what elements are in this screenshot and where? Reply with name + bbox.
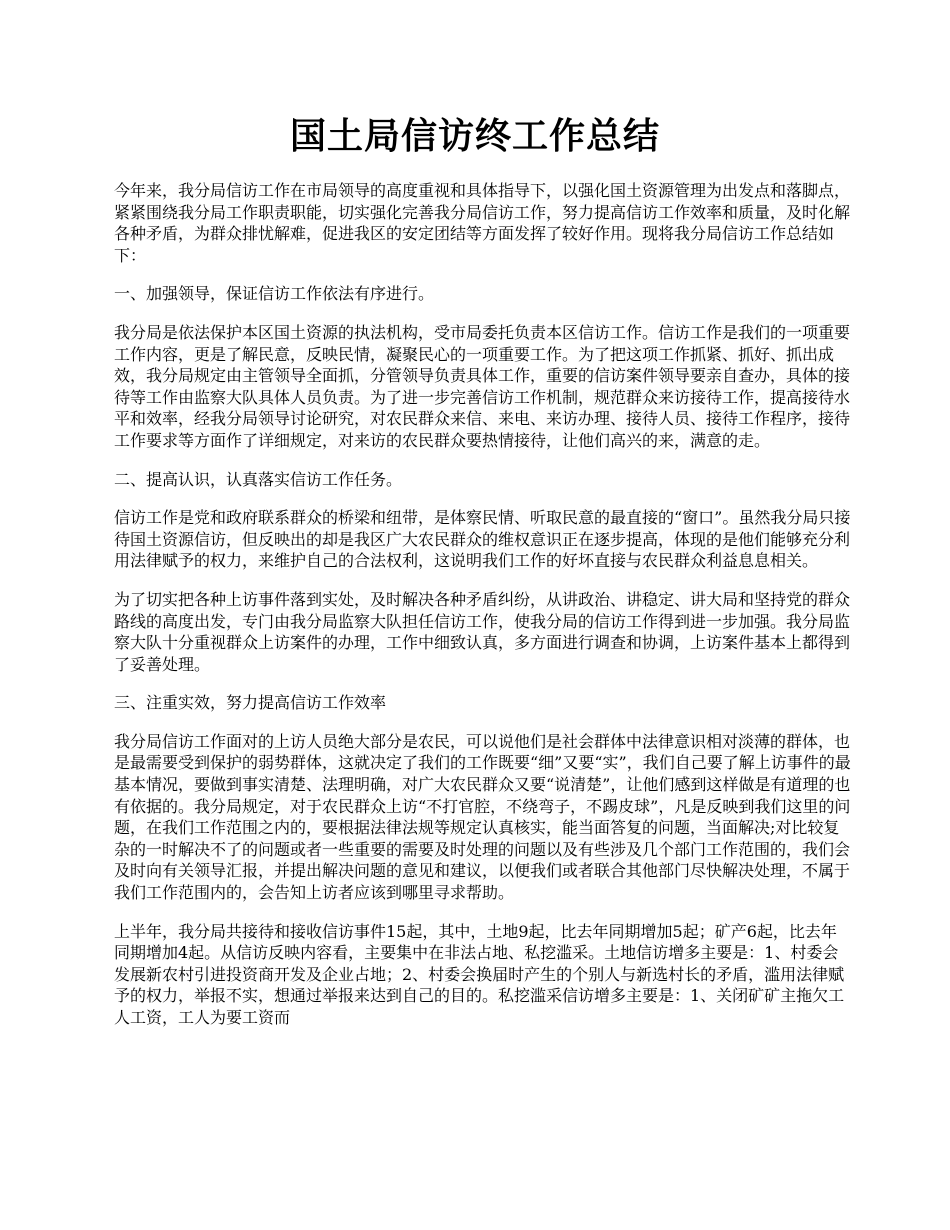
section-3-paragraph-2: 上半年，我分局共接待和接收信访事件15起，其中，土地9起，比去年同期增加5起；矿产6起，比去年同期增加4起。从信访反映内容看，主要集中在非法占地、私挖滥采。土地信访增多主要是：1、村委会发展新农村引进投资商开发及企业占地；2、村委会换届时产生的个别人与新选村长的矛盾，滥用法律赋予的权力，举报不实，想通过举报来达到自己的目的。私挖滥采信访增多主要是：1、关闭矿矿主拖欠工人工资，工人为要工资而 (114, 921, 845, 1027)
document-body (114, 180, 852, 1046)
section-heading-3: 三、注重实效，努力提高信访工作效率 (114, 693, 387, 713)
intro-paragraph: 今年来，我分局信访工作在市局领导的高度重视和具体指导下，以强化国土资源管理为出发点和落脚点，紧紧围绕我分局工作职责职能，切实强化完善我分局信访工作，努力提高信访工作效率和质量，及时化解各种矛盾，为群众排忧解难，促进我区的安定团结等方面发挥了较好作用。现将我分局信访工作总结如下： (114, 181, 851, 265)
section-heading-1: 一、加强领导，保证信访工作依法有序进行。 (114, 284, 435, 304)
document-title: 国土局信访终工作总结 (289, 115, 660, 157)
section-2-paragraph-1: 信访工作是党和政府联系群众的桥梁和纽带，是体察民情、听取民意的最直接的“窗口”。虽然我分局只接待国土资源信访，但反映出的却是我区广大农民群众的维权意识正在逐步提高，体现的是他们能够充分利用法律赋予的权力，来维护自己的合法权利，这说明我们工作的好坏直接与农民群众利益息息相关。 (114, 508, 851, 571)
section-2-paragraph-2: 为了切实把各种上访事件落到实处，及时解决各种矛盾纠纷，从讲政治、讲稳定、讲大局和坚持党的群众路线的高度出发，专门由我分局监察大队担任信访工作，使我分局的信访工作得到进一步加强。我分局监察大队十分重视群众上访案件的办理，工作中细致认真，多方面进行调查和协调，上访案件基本上都得到了妥善处理。 (114, 589, 851, 674)
section-heading-2: 二、提高认识，认真落实信访工作任务。 (114, 469, 403, 489)
section-1-paragraph: 我分局是依法保护本区国土资源的执法机构，受市局委托负责本区信访工作。信访工作是我们的一项重要工作内容，更是了解民意，反映民情，凝聚民心的一项重要工作。为了把这项工作抓紧、抓好、抓出成效，我分局规定由主管领导全面抓，分管领导负责具体工作，重要的信访案件领导要亲自查办，具体的接待等工作由监察大队具体人员负责。为了进一步完善信访工作机制，规范群众来访接待工作，提高接待水平和效率，经我分局领导讨论研究，对农民群众来信、来电、来访办理、接待人员、接待工作程序，接待工作要求等方面作了详细规定，对来访的农民群众要热情接待，让他们高兴的来，满意的走。 (114, 322, 851, 450)
section-3-paragraph-1: 我分局信访工作面对的上访人员绝大部分是农民，可以说他们是社会群体中法律意识相对淡薄的群体，也是最需要受到保护的弱势群体，这就决定了我们的工作既要“细”又要“实”，我们自己要了解上访事件的最基本情况，要做到事实清楚、法理明确，对广大农民群众又要“说清楚”，让他们感到这样做是有道理的也有依据的。我分局规定，对于农民群众上访“不打官腔，不绕弯子，不踢皮球”，凡是反映到我们这里的问题，在我们工作范围之内的，要根据法律法规等规定认真核实，能当面答复的问题，当面解决;对比较复杂的一时解决不了的问题或者一些重要的需要及时处理的问题以及有些涉及几个部门工作范围的，我们会及时向有关领导汇报，并提出解决问题的意见和建议，以便我们或者联合其他部门尽快解决处理，不属于我们工作范围内的，会告知上访者应该到哪里寻求帮助。 (114, 731, 851, 903)
